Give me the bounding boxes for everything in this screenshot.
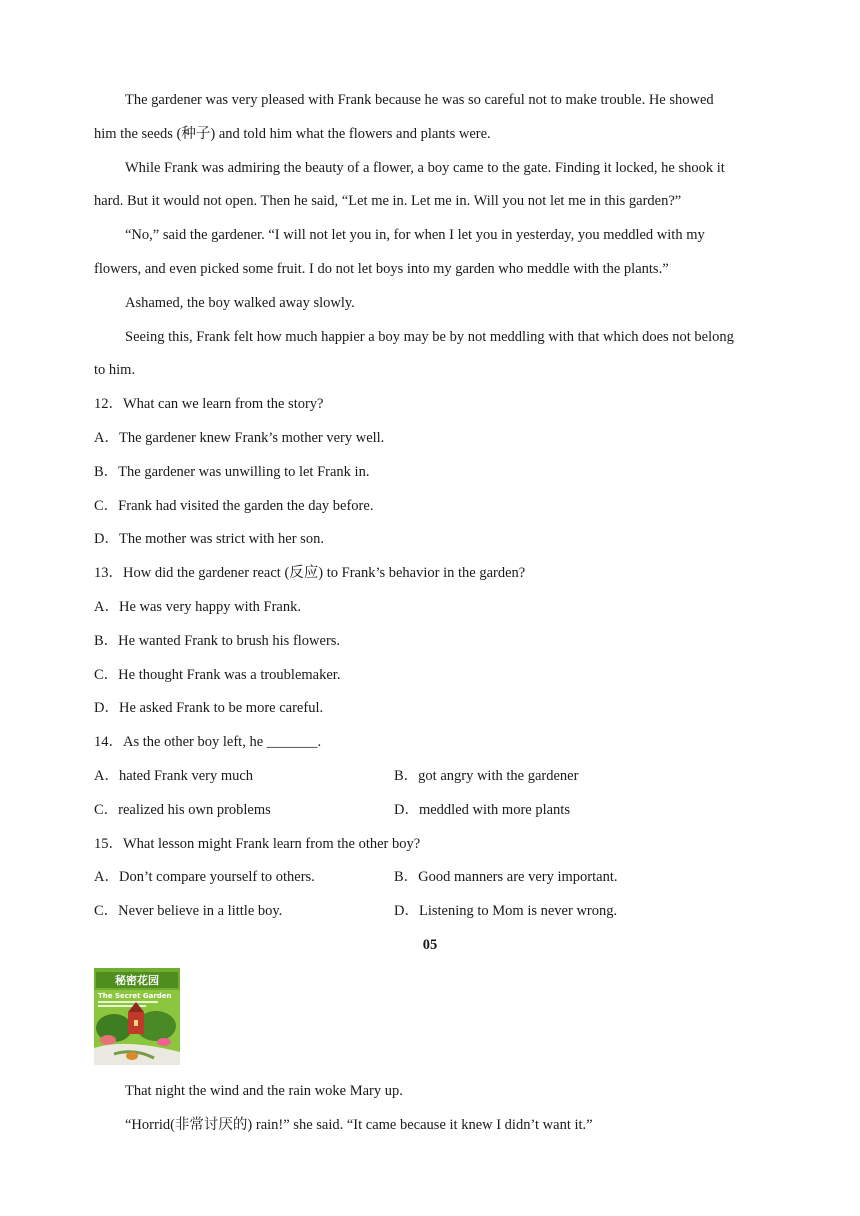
passage-line: flowers, and even picked some fruit. I do not let boys into my garden who meddle with the plants.” xyxy=(94,261,669,277)
question-13-option-a: A．He was very happy with Frank. xyxy=(94,599,301,615)
question-15-options-row1 xyxy=(94,866,766,888)
question-15-option-d: D．Listening to Mom is never wrong. xyxy=(394,903,618,919)
passage-line: to him. xyxy=(94,362,136,378)
question-12-option-b: B．The gardener was unwilling to let Frank in. xyxy=(94,464,370,480)
section-number: 05 xyxy=(422,937,438,953)
cover-title-cn: 秘密花园 xyxy=(115,974,159,987)
question-15-option-b: B．Good manners are very important. xyxy=(394,869,618,885)
question-13-option-b: B．He wanted Frank to brush his flowers. xyxy=(94,633,341,649)
question-13-option-c: C．He thought Frank was a troublemaker. xyxy=(94,667,341,683)
question-15-options-row2 xyxy=(94,900,766,922)
passage-line: That night the wind and the rain woke Mary up. xyxy=(125,1083,403,1099)
question-12-stem: 12．What can we learn from the story? xyxy=(94,396,324,412)
question-14-option-d: D．meddled with more plants xyxy=(394,802,570,818)
question-14-options-row2 xyxy=(94,799,766,821)
question-15-option-a: A．Don’t compare yourself to others. xyxy=(94,869,315,885)
question-14-options-row1 xyxy=(94,765,766,787)
question-12-option-c: C．Frank had visited the garden the day before. xyxy=(94,498,374,514)
passage-line: “Horrid(非常讨厌的) rain!” she said. “It came because it knew I didn’t want it.” xyxy=(125,1117,593,1133)
book-cover-image xyxy=(94,968,180,1065)
passage-line: him the seeds (种子) and told him what the flowers and plants were. xyxy=(94,126,491,142)
question-13-option-d: D．He asked Frank to be more careful. xyxy=(94,700,324,716)
cover-title-en: The Secret Garden xyxy=(98,992,172,1000)
passage-line: Ashamed, the boy walked away slowly. xyxy=(125,295,355,311)
passage-line: Seeing this, Frank felt how much happier a boy may be by not meddling with that which does not belong xyxy=(125,329,734,345)
question-15-stem: 15．What lesson might Frank learn from the other boy? xyxy=(94,836,421,852)
question-14-option-b: B．got angry with the gardener xyxy=(394,768,579,784)
question-15-option-c: C．Never believe in a little boy. xyxy=(94,903,283,919)
passage-line: The gardener was very pleased with Frank because he was so careful not to make trouble. He showed xyxy=(125,92,714,108)
question-13-stem: 13．How did the gardener react (反应) to Frank’s behavior in the garden? xyxy=(94,565,526,581)
question-14-option-a: A．hated Frank very much xyxy=(94,768,254,784)
question-14-option-c: C．realized his own problems xyxy=(94,802,271,818)
question-14-stem: 14．As the other boy left, he _______. xyxy=(94,734,322,750)
question-12-option-d: D．The mother was strict with her son. xyxy=(94,531,324,547)
question-12-option-a: A．The gardener knew Frank’s mother very well. xyxy=(94,430,385,446)
passage-line: hard. But it would not open. Then he said, “Let me in. Let me in. Will you not let me in this garden?” xyxy=(94,193,682,209)
passage-line: While Frank was admiring the beauty of a flower, a boy came to the gate. Finding it locked, he shook it xyxy=(125,160,725,176)
passage-line: “No,” said the gardener. “I will not let you in, for when I let you in yesterday, you meddled with my xyxy=(125,227,705,243)
